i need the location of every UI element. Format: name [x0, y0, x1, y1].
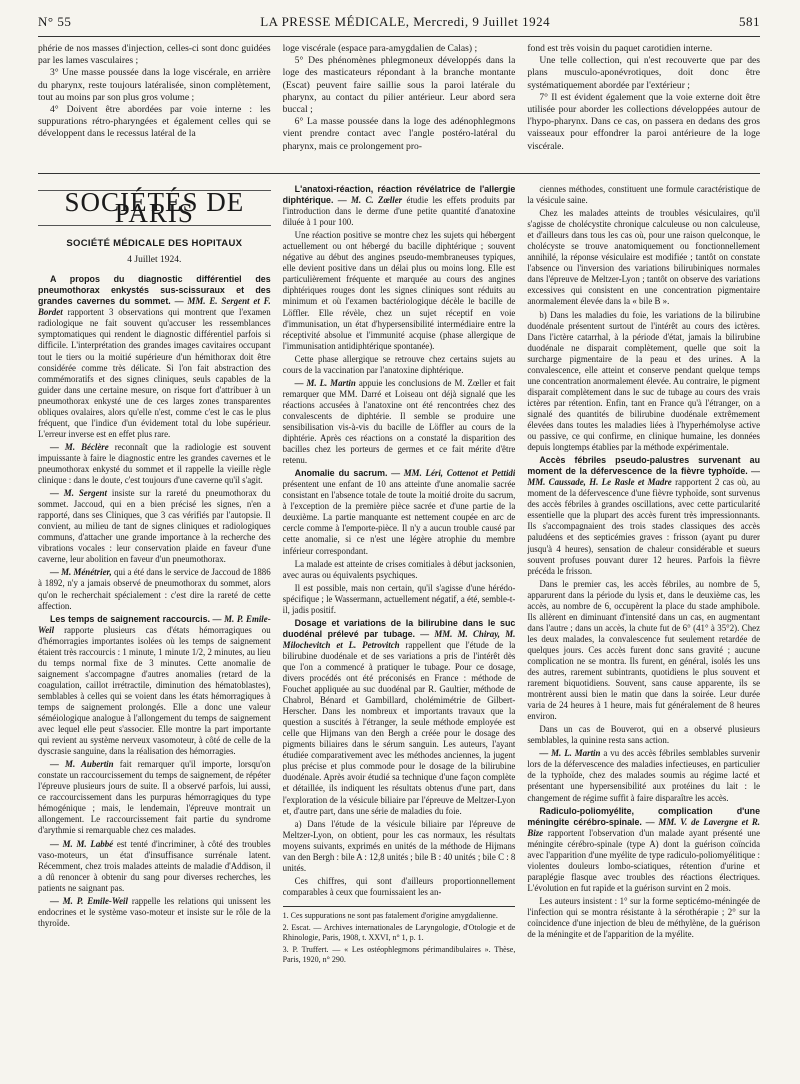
article-heading: Radiculo-poliomyélite, complication d'une méningite cérébro-spinale.	[527, 805, 760, 827]
article-authors: — M. L. Martin	[294, 377, 356, 388]
article-text: ciennes méthodes, constituent une formule caractéristique de la vésicule saine.	[527, 184, 760, 206]
article-text: Il est possible, mais non certain, qu'il s'agisse d'une hérédo-spécifique ; le Wassermann, actuellement négatif, a été, semble-t-il, jadis positif.	[282, 582, 516, 615]
article-paragraph	[38, 442, 271, 486]
article-authors: — MM. M. Chiray, M. Milochevitch et L. Petrovitch	[282, 628, 516, 650]
article-text: insiste sur la rareté du pneumothorax du sommet. Jaccoud, qui en a bien précisé les signes, n'en a rapporté, dans ses Cliniques, que 3 cas vérifiés par l'autopsie. Il convient, au milieu de tant de signes cliniques et radiologiques communs, d'attacher une grande importance à la recherche des vibrations vocales : leur conservation plaide en faveur d'une caverne, leur abolition en faveur d'un pneumothorax.	[38, 488, 271, 565]
article-heading: A propos du diagnostic différentiel des pneumothorax enkystés sus-scissuraux et des grandes cavernes du sommet.	[38, 274, 271, 307]
lower-columns	[38, 184, 760, 1084]
article-text: Une réaction positive se montre chez les sujets qui hébergent actuellement ou ont hébergé du bacille diphtérique ; souvent négative au début des angines pseudo-membraneuses typiques, elle devient positive dans un délai plus ou moins long. Elle est particulièrement fréquente et marquée au cours des angines diphtériques rouges dont les signes cliniques sont réduits au minimum et où l'examen bactériologique décèle le bacille de Löffler. Elle révèle, chez un sujet réceptif en voie d'immunisation, un état d'hypersensibilité intermédiaire entre la réceptivité absolue et l'immunité acquise (phase allergique de l'immunisation antidiphtérique spontanée).	[282, 230, 516, 351]
meeting-date: 4 Juillet 1924.	[127, 255, 182, 266]
top-column-2	[283, 43, 516, 173]
society-name: SOCIÉTÉ MÉDICALE DES HOPITAUX	[66, 238, 243, 250]
article-paragraph	[38, 896, 271, 929]
paragraph: loge viscérale (espace para-amygdalien de Calas) ;	[282, 43, 478, 54]
page-folio: 581	[739, 14, 760, 29]
footnote: 2. Escat. — Archives internationales de Laryngologie, d'Otologie et de Rhinologie, Paris, 1908, t. XXVI, n° 1, p. 1.	[282, 922, 516, 942]
article-paragraph	[283, 876, 516, 898]
article-text: est tenté d'incriminer, à côté des troubles vaso-moteurs, un état d'insuffisance surrénale latent. Récemment, chez trois malades atteints de maladie d'Addison, il a dû renoncer à obtenir du sang pour diverses recherches, les patients ne saignant pas.	[38, 838, 271, 893]
article-text: Ces chiffres, qui sont d'ailleurs proportionnellement comparables à ceux que fournissaient les an-	[282, 875, 516, 897]
paragraph: 5° Des phénomènes phlegmoneux développés dans la loge des masticateurs répondant à la branche montante (Escat) peuvent faire saillie sous la paroi latérale du pharynx, au contact du pilier antérieur. Leur abord sera buccal ;	[282, 55, 516, 116]
article-authors: — MM. Léri, Cottenot et Pettidi	[391, 468, 516, 479]
article-heading: Les temps de saignement raccourcis.	[50, 613, 210, 624]
article-list-3	[527, 184, 760, 940]
article-text: rapporte plusieurs cas d'états hémorragiques ou d'hémorragies importantes isolées où les temps de saignement étaient très raccourcis : 1 minute, 1 minute 1/2, 2 minutes, au lieu du temps normal fixe de 3 minutes. Cette anomalie de saignement s'accompagne d'autres anomalies (retard de la coagulation, caillot irrétractile, diminution des hématoblastes), semblables à celles qui se voient dans les états hémorragiques à temps de saignement prolongés. Elle a donc une valeur séméiologique analogue à l'allongement du temps de saignement avec lequel elle peut s'associer. Elle montre la part importante qui revient au système nerveux vasomoteur, à côté de celle de la dyscrasie sanguine, dans la réalisation des hémorragies.	[38, 624, 271, 757]
article-text: Les auteurs insistent : 1° sur la forme septicémo-méningée de l'infection qui se montra résistante à la sérothérapie ; 2° sur la coïncidence d'une injection de bleu de méthylène, de la guérison de la méningite et de l'apparition de la myélite.	[527, 895, 760, 940]
article-paragraph	[283, 230, 516, 352]
article-list-1	[38, 274, 271, 929]
article-authors: — M. Béclère	[50, 441, 109, 452]
article-paragraph	[527, 579, 760, 723]
article-paragraph	[527, 806, 760, 894]
article-text: rapportent l'observation d'un malade ayant présenté une méningite cérébro-spinale (type A) dont la guérison coïncida avec l'apparition d'une myélite de type radiculo-poliomyélitique : violentes douleurs lombo-sciatiques, rétention d'urine et paraplégie flasque avec troubles des réactions électriques. L'évolution en fut rapide et la guérison survint en 2 mois.	[527, 827, 760, 893]
article-text: rapportent 2 cas où, au moment de la défervescence d'une fièvre typhoïde, sont survenus des accès fébriles à grandes oscillations, avec cette particularité essentielle que la plupart des accès furent très impressionnants. Ils s'accompagnaient des trois stades classiques des accès paludéens et des septicémies graves : frisson (ayant pu durer jusqu'à 4 heures), sensation de chaleur considérable et sueurs souvent profuses pouvant durer 12 heures. Parfois la fièvre précéda le frisson.	[527, 477, 760, 576]
article-paragraph	[527, 310, 760, 454]
article-text: qui a été dans le service de Jaccoud de 1886 à 1892, n'y a jamais observé de pneumothorax du sommet, alors qu'on le recherchait spécialement : c'est dire la rareté de cette affection.	[38, 567, 271, 611]
article-text: Chez les malades atteints de troubles vésiculaires, qu'il s'agisse de cholécystite chronique calculeuse ou non calculeuse, et d'ailleurs dans tous les cas où, pour une raison quelconque, le cholécyste se trouve anatomiquement ou fonctionnellement annihilé, la réponse vésiculaire est modifiée ; tantôt on constate l'absence ou l'inversion des variations bilirubiniques normales dans l'épreuve de Meltzer-Lyon ; tantôt on observe des variations excessives qui consistent en une concentration pigmentaire anormalement élevée dans la « bile B ».	[527, 208, 760, 307]
article-authors: — M. M. Labbé	[50, 838, 114, 849]
article-paragraph	[38, 759, 271, 836]
article-paragraph	[38, 614, 271, 758]
article-text: étudie les effets produits par l'introduction dans le derme d'une petite quantité d'anatoxine diluée à 1 pour 100.	[282, 195, 516, 228]
lower-column-2	[283, 184, 516, 1084]
article-heading: Anomalie du sacrum.	[294, 468, 388, 479]
article-authors: — MM. E. Sergent et F. Bordet	[38, 296, 271, 318]
article-paragraph	[527, 724, 760, 746]
journal-title: LA PRESSE MÉDICALE, Mercredi, 9 Juillet 1924	[260, 14, 551, 29]
article-paragraph	[283, 468, 516, 556]
top-column-3	[527, 43, 760, 173]
article-paragraph	[283, 819, 516, 874]
article-text: La malade est atteinte de crises comitiales à début jacksonien, avec auras ou équivalents psychiques.	[282, 558, 516, 580]
article-authors: — M. P. Emile-Weil	[50, 895, 128, 906]
paragraph: 4° Doivent être abordées par voie interne : les suppurations rétro-pharyngées et également celles qui se développent dans le recessus latéral de la	[38, 104, 271, 140]
paragraph: 6° La masse poussée dans la loge des adénophlegmons vient prendre contact avec l'angle postéro-latéral du pharynx, mais ce prolongement pro-	[282, 116, 516, 152]
article-paragraph	[283, 378, 516, 466]
article-paragraph	[283, 583, 516, 616]
page-header	[38, 14, 760, 37]
article-authors: — MM. V. de Lavergne et R. Bize	[527, 816, 760, 838]
article-paragraph	[527, 455, 760, 577]
paragraph: phérie de nos masses d'injection, celles-ci sont donc guidées par les lames vasculaires ;	[38, 43, 271, 67]
paragraph: fond est très voisin du paquet carotidien interne.	[527, 43, 713, 54]
article-text: a) Dans l'étude de la vésicule biliaire par l'épreuve de Meltzer-Lyon, on obtient, pour les cas normaux, les résultats moyens suivants, exprimés en unités de la méthode de Hijmans van den Bergh : bile A : 12,8 unités ; bile B : 40 unités ; bile C : 8 unités.	[282, 818, 516, 873]
article-paragraph	[38, 839, 271, 894]
article-paragraph	[38, 488, 271, 565]
paragraph: 7° Il est évident également que la voie externe doit être utilisée pour aborder les collections développées autour de l'hypo-pharynx. Dans ce cas, on passera en dedans des gros vaisseaux pour effondrer la paroi antérieure de la loge viscérale.	[527, 91, 760, 152]
article-text: a vu des accès fébriles semblables survenir lors de la défervescence des maladies infectieuses, en particulier de la typhoïde, chez des malades soumis au régime lacté et présentant une hypersensibilité aux protéines du lait : le changement de régime suffit à faire disparaître les accès.	[527, 748, 760, 803]
lower-column-1	[38, 184, 271, 1084]
article-paragraph	[527, 748, 760, 803]
article-text: présentent une enfant de 10 ans atteinte d'une anomalie sacrée consistant en l'absence totale de toute la moitié droite du sacrum, à l'exception de la première pièce sacrée et d'une partie de la deuxième. La partie manquante est nettement coupée en arc de cercle comme à l'emporte-pièce. Il n'y a aucun trouble causé par cette anomalie, si ce n'est une légère atrophie du membre inférieur correspondant.	[282, 479, 516, 556]
section-title: SOCIÉTÉS DE PARIS	[38, 190, 271, 226]
article-authors: — M. Ménétrier,	[50, 567, 112, 578]
article-heading: Dosage et variations de la bilirubine dans le suc duodénal prélevé par tubage.	[282, 617, 516, 639]
article-text: rappelle les relations qui unissent les endocrines et le système vaso-moteur et insiste sur le rôle de la thyroïde.	[38, 895, 271, 928]
lower-column-3	[527, 184, 760, 1084]
article-authors: — M. L. Martin	[539, 748, 601, 759]
article-authors: — M. Sergent	[50, 488, 107, 499]
footnote: 3. P. Truffert. — « Les ostéophlegmons périmandibulaires ». Thèse, Paris, 1920, n° 290.	[282, 944, 516, 964]
article-paragraph	[283, 559, 516, 581]
article-heading: Accès fébriles pseudo-palustres survenant au moment de la défervescence de la fièvre typhoïde.	[527, 455, 760, 477]
footnotes	[283, 906, 516, 965]
article-paragraph	[38, 567, 271, 611]
issue-number: N° 55	[38, 14, 72, 29]
article-text: Dans le premier cas, les accès fébriles, au nombre de 5, apparurent dans la période du lysis et, dans le deuxième cas, les accès, au nombre de 6, occupèrent la place du stade amphibole. Ils allèrent en diminuant d'intensité dans un cas, en augmentant dans l'autre ; dans un accès, la chute fut de 6° (41° à 35°2). Chez les deux malades, la convalescence fut seulement retardée de quelques jours. Ces accès furent donc sans gravité ; aucune complication ne se montra. Ils furent, en général, isolés les uns des autres, rarement subintrants, quotidiens le plus souvent et rarement biquotidiens. Souvent, sans cause apparente, ils se montrèrent aussi bien le matin que dans la soirée. Leur durée varia de 24 heures à 1 heure, mais fut généralement de 8 heures environ.	[527, 578, 760, 722]
article-text: b) Dans les maladies du foie, les variations de la bilirubine duodénale présentent surtout de l'intérêt au cours des ictères. Dans l'ictère catarrhal, à la période d'état, jamais la bilirubine duodénale ne disparait complètement, quelle que soit la surcharge pigmentaire de la peau et des urines. A la convalescence, elle atteint et conserve pendant quelque temps une concentration anormalement élevée. Au contraire, le pigment disparait complètement dans le suc de tubage au cours des vrais ictères par rétention. Enfin, tant en France qu'à l'étranger, on a signalé des quantités de bilirubine duodénale extrêmement élevées dans toutes les maladies liées à l'hyperhémolyse active ou passive, ce qui confirme, en clinique humaine, les données depuis longtemps établies par la méthode expérimentale.	[527, 309, 760, 453]
article-paragraph	[283, 184, 516, 228]
article-paragraph	[527, 896, 760, 940]
article-paragraph	[38, 274, 271, 440]
article-paragraph	[283, 354, 516, 376]
article-paragraph	[283, 618, 516, 817]
article-paragraph	[527, 184, 760, 206]
article-paragraph	[527, 208, 760, 307]
article-text: appuie les conclusions de M. Zœller et fait remarquer que MM. Darré et Loiseau ont déjà signalé que les réactions accusées à l'anatoxine ont été rencontrées chez des convalescents de diphtérie. Il semble se produire une sensibilisation vis-à-vis du bacille de Löffler au cours de la diphtérie. Après ces réactions on a constaté la disparition des bacilles chez les porteurs de germes et ce fait mérite d'être retenu.	[282, 377, 516, 466]
top-columns	[38, 43, 760, 174]
paragraph: Une telle collection, qui n'est recouverte que par des plans musculo-aponévrotiques, doit donc être systématiquement abordée par l'extérieur ;	[527, 55, 760, 91]
article-text: fait remarquer qu'il importe, lorsqu'on constate un raccourcissement du temps de saignement, de répéter l'épreuve plusieurs jours de suite. Il a observé parfois, lui aussi, ce raccourcissement dans les purpuras hémorragiques du type hémogénique ; mais, le lendemain, l'épreuve montrait un allongement. Le raccourcissement fait partie du syndrome d'arythmie si remarquable chez ces malades.	[38, 759, 271, 836]
article-text: reconnaît que la radiologie est souvent impuissante à faire le diagnostic entre les grandes cavernes et le pneumothorax enkysté du sommet et il rappelle la vieille règle clinique : dans le doute, c'est toujours d'une caverne qu'il s'agit.	[38, 441, 271, 486]
article-authors: — M. P. Emile-Weil	[38, 613, 271, 635]
article-authors: — M. C. Zœller	[337, 195, 403, 206]
top-column-1	[38, 43, 271, 173]
article-text: rapportent 3 observations qui montrent que l'examen radiologique ne fait souvent qu'accuser les ressemblances symptomatiques qui rendent le diagnostic différentiel parfois si difficile. L'interprétation des grandes images cavitaires occupant tout le tiers ou la moitié supérieure d'un hémithorax doit être considérée comme très délicate. Si l'on fait abstraction des commémoratifs et des signes cliniques, seuls capables de la guider dans une certaine mesure, on risque fort d'attribuer à un pneumothorax enkysté une de ces larges zones transparentes obliques ovalaires, alors qu'elle n'est, comme c'est le cas le plus fréquent, que l'indice d'un évidement total du lobe supérieur. L'erreur inverse est en effet plus rare.	[38, 307, 271, 439]
article-authors: — M. Aubertin	[50, 759, 114, 770]
article-text: Cette phase allergique se retrouve chez certains sujets au cours de la vaccination par l'anatoxine diphtérique.	[282, 353, 516, 375]
article-text: rappellent que l'étude de la bilirubine duodénale et de ses variations a pris de l'intérêt dès que l'on a commencé à pratiquer le tubage. Pour ce dosage, divers procédés ont été préconisés en France : méthode de Fouchet appliquée au suc duodénal par R. Gaultier, méthode de Chabrol, Bénard et Gambillard, cholémimétrie de Gilbert-Herscher. Dans les nombreux et importants travaux que la question a suscités à l'étranger, la seule méthode employée est celle que Hijmans van den Bergh a créée pour le dosage des pigments biliaires dans le sérum sanguin. Les auteurs, l'ayant étudiée comparativement avec les méthodes anciennes, la jugent plus précise et plus commode pour le dosage de la bilirubine duodénale. Après avoir étudié sa technique d'une façon complète et détaillée, ils indiquent les résultats obtenus d'une part, dans l'exploration de la vésicule biliaire par l'épreuve de Meltzer-Lyon et, d'autre part, dans une série de maladies du foie.	[282, 639, 516, 816]
article-authors: — MM. Caussade, H. Le Rasle et Madre	[527, 466, 760, 488]
article-heading: L'anatoxi-réaction, réaction révélatrice de l'allergie diphtérique.	[282, 184, 516, 206]
paragraph: 3° Une masse poussée dans la loge viscérale, en arrière du pharynx, reste toujours latéralisée, sinon complètement, tout au moins par son plus gros volume ;	[38, 67, 271, 103]
article-list-2	[283, 184, 516, 898]
footnote: 1. Ces suppurations ne sont pas fatalement d'origine amygdalienne.	[282, 910, 498, 920]
article-text: Dans un cas de Bouverot, qui en a observé plusieurs semblables, la quinine resta sans action.	[527, 724, 760, 746]
